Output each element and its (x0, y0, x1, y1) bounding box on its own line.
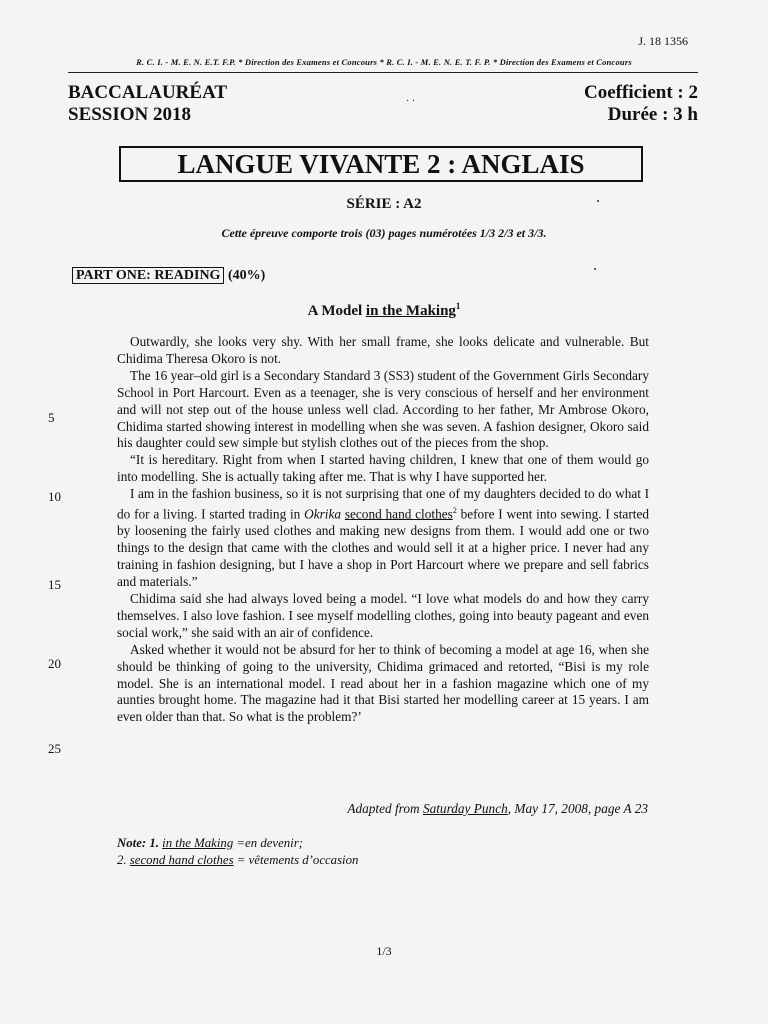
line-number: 10 (48, 489, 61, 504)
serie-label: SÉRIE : A2 (346, 196, 422, 212)
source-prefix: Adapted from (347, 801, 423, 816)
scan-speck (597, 200, 599, 202)
page-count-note: Cette épreuve comporte trois (03) pages numérotées 1/3 2/3 et 3/3. (221, 226, 547, 240)
note-1-term: in the Making (162, 836, 234, 850)
line-number: 20 (48, 656, 61, 671)
vocabulary-notes (117, 835, 358, 869)
line-number: 25 (48, 741, 61, 756)
document-code: J. 18 1356 (638, 34, 688, 48)
ministry-banner: R. C. I. - M. E. N. E.T. F.P. * Direction des Examens et Concours * R. C. I. - M. E. N. E. T. F. P. * Direction des Examens et Concours (136, 57, 632, 67)
paragraph-4-note: 2 (452, 506, 457, 516)
note-1 (117, 835, 358, 852)
article-title-prefix: A Model (307, 303, 366, 319)
paragraph-4-end: before I went into sewing. I started by loosening the fairly used clothes and making new designs from them. I would add one or two things to the design that came with the clothes and would sell it at a higher price. I never had any training in fashion designing, but I have a shop in Port Harcourt where we prepare and sell fabrics and materials.” (117, 506, 649, 590)
line-number: 5 (48, 410, 55, 425)
paragraph-6: Asked whether it would not be absurd for her to think of becoming a model at age 16, when she should be thinking of going to the university, Chidima grimaced and retorted, “Bisi is my role model. She is an international model. I read about her in a fashion magazine which one of my aunties brought home. The magazine had it that Bisi started her modelling career at 15 years. I am even older than that. So what is the problem?’ (117, 641, 649, 725)
part-label: PART ONE: READING (72, 267, 224, 284)
article-title-underlined: in the Making (365, 303, 456, 319)
paragraph-2: The 16 year–old girl is a Secondary Standard 3 (SS3) student of the Government Girls Secondary School in Port Harcourt. Even as a teenager, she is very conscious of herself and her environment and will not step out of the house unless well clad. According to her father, Mr Ambrose Okoro, Chidima started showing interest in modelling when she was seven. A fashion designer, Okoro said his daughter could sew simple but stylish clothes out of the pieces from the shop. (117, 367, 649, 451)
note-1-definition: =en devenir; (233, 836, 303, 850)
coefficient: Coefficient : 2 (584, 82, 698, 103)
paragraph-4 (117, 486, 649, 591)
reading-passage (117, 334, 649, 726)
source-publication: Saturday Punch (422, 801, 508, 816)
scan-speck (594, 268, 596, 270)
subject-title: LANGUE VIVANTE 2 : ANGLAIS (119, 146, 643, 182)
header-dots: · · (406, 96, 416, 107)
header-rule (68, 72, 698, 73)
line-number: 15 (48, 577, 61, 592)
paragraph-4-start: I am in the fashion business, so it is not surprising that one of my daughters decided to do what I do for a living. I started trading in (117, 486, 649, 522)
exam-heading (68, 82, 227, 126)
exam-name: BACCALAURÉAT (68, 82, 228, 103)
note-1-prefix: Note: 1. (117, 836, 163, 850)
paragraph-1: Outwardly, she looks very shy. With her small frame, she looks delicate and vulnerable. But Chidima Theresa Okoro is not. (117, 334, 649, 366)
source-citation (347, 801, 648, 817)
source-suffix: , May 17, 2008, page A 23 (507, 801, 648, 816)
second-hand-term: second hand clothes (344, 506, 453, 522)
article-title-note: 1 (455, 301, 461, 311)
note-2-term: second hand clothes (129, 853, 234, 867)
page-number: 1/3 (376, 944, 392, 958)
note-2 (117, 852, 358, 869)
paragraph-5: Chidima said she had always loved being a model. “I love what models do and how they carry themselves. I also love fashion. I see myself modelling clothes, going into beauty pageant and even social work,” she said with an air of confidence. (117, 591, 649, 640)
part-heading (72, 268, 265, 284)
note-2-prefix: 2. (117, 853, 130, 867)
part-weight: (40%) (227, 268, 266, 283)
okrika-term: Okrika (304, 506, 342, 522)
exam-session: SESSION 2018 (68, 104, 192, 125)
paragraph-3: “It is hereditary. Right from when I started having children, I knew that one of them would go into modelling. She is actually taking after me. That is why I have supported her. (117, 452, 649, 485)
duration: Durée : 3 h (607, 104, 698, 125)
article-title (0, 301, 768, 320)
exam-meta (584, 82, 698, 126)
note-2-definition: = vêtements d’occasion (233, 853, 359, 867)
